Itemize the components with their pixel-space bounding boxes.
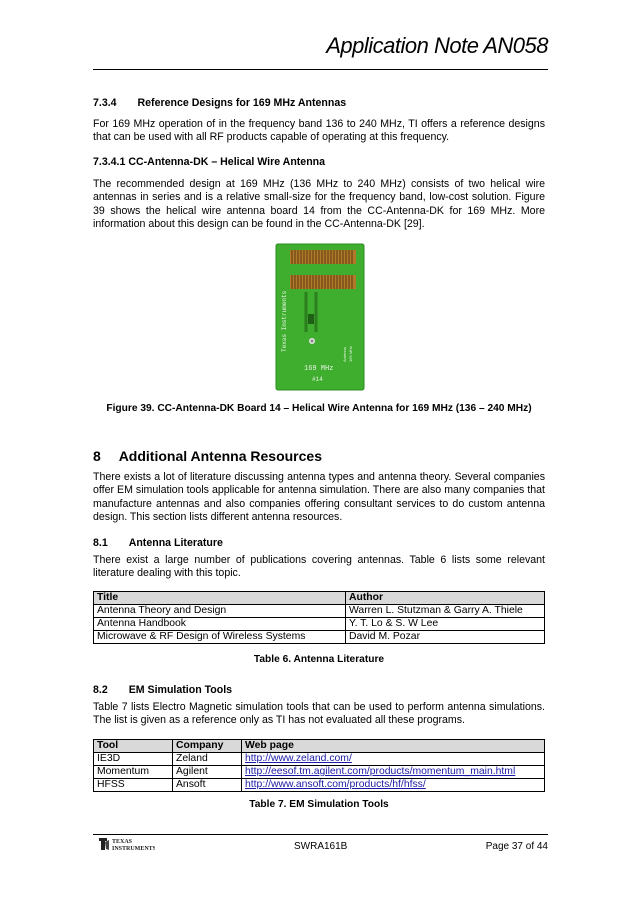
ti-logo-icon — [97, 836, 155, 852]
header-rule — [93, 69, 548, 70]
paragraph: The recommended design at 169 MHz (136 MHz to 240 MHz) consists of two helical wire antennas in series and is a relative small-size for the frequency band, low-cost solution. Figure 39 shows the helical wire antenna board 14 from the CC-Antenna-DK for 169 MHz. More information about this design can be found in the CC-Antenna-DK [29]. — [93, 178, 545, 231]
table-cell: Y. T. Lo & S. W Lee — [346, 618, 545, 631]
ti-logo — [97, 836, 155, 852]
table-cell — [242, 779, 545, 792]
svg-text:TEXAS: TEXAS — [112, 839, 133, 845]
table-cell: Ansoft — [173, 779, 242, 792]
table-row — [94, 605, 545, 618]
paragraph: There exists a lot of literature discussing antenna types and antenna theory. Several companies offer EM simulation tools applicable for antenna simulation. There are also many companies that manufacture antennas and also companies offering consultant services to do custom antenna design. This section lists different antenna resources. — [93, 471, 545, 524]
paragraph: Table 7 lists Electro Magnetic simulation tools that can be used to perform antenna simulations. The list is given as a reference only as TI has not evaluated all these programs. — [93, 701, 545, 727]
header-title: Application Note AN058 — [326, 33, 548, 58]
section-title: Reference Designs for 169 MHz Antennas — [137, 97, 347, 109]
svg-text:#14: #14 — [312, 376, 323, 383]
table-cell: Momentum — [94, 766, 173, 779]
table-cell: IE3D — [94, 753, 173, 766]
table-cell: Agilent — [173, 766, 242, 779]
table-row — [94, 618, 545, 631]
antenna-board-image — [272, 242, 368, 392]
table-header-cell: Author — [346, 592, 545, 605]
table-header-cell: Title — [94, 592, 346, 605]
section-title: EM Simulation Tools — [128, 684, 233, 696]
paragraph: For 169 MHz operation of in the frequency band 136 to 240 MHz, TI offers a reference designs that can be used with all RF products capable of operating at this frequency. — [93, 118, 545, 144]
section-number: 8.1 — [93, 537, 108, 549]
section-heading-8-1 — [93, 537, 223, 549]
zeland-link[interactable]: http://www.zeland.com/ — [245, 753, 352, 764]
table-header-row — [94, 592, 545, 605]
table-cell: Microwave & RF Design of Wireless Systems — [94, 631, 346, 644]
table-caption: Table 7. EM Simulation Tools — [249, 799, 389, 810]
simulation-tools-table — [93, 739, 545, 792]
section-title: Additional Antenna Resources — [118, 448, 322, 464]
paragraph: There exist a large number of publications covering antennas. Table 6 lists some relevant literature dealing with this topic. — [93, 554, 545, 580]
literature-table — [93, 591, 545, 644]
table-cell: Antenna Theory and Design — [94, 605, 346, 618]
table-cell: David M. Pozar — [346, 631, 545, 644]
section-heading-7-3-4 — [93, 97, 346, 109]
agilent-link[interactable]: http://eesof.tm.agilent.com/products/momentum_main.html — [245, 766, 516, 777]
table-cell — [242, 753, 545, 766]
table-header-row — [94, 740, 545, 753]
table-row — [94, 766, 545, 779]
section-heading-8-2 — [93, 684, 232, 696]
footer-rule — [93, 834, 548, 835]
svg-text:Antenna: Antenna — [342, 347, 347, 362]
table-header-cell: Web page — [242, 740, 545, 753]
table-cell: Antenna Handbook — [94, 618, 346, 631]
table-cell: Warren L. Stutzman & Garry A. Thiele — [346, 605, 545, 618]
table-cell: HFSS — [94, 779, 173, 792]
board-label: 169 MHz — [304, 365, 334, 373]
section-heading-8 — [93, 448, 322, 464]
table-row — [94, 779, 545, 792]
svg-text:INSTRUMENTS: INSTRUMENTS — [112, 846, 155, 852]
table-header-cell: Company — [173, 740, 242, 753]
section-heading-7-3-4-1: 7.3.4.1 CC-Antenna-DK – Helical Wire Antenna — [93, 156, 326, 168]
figure-caption: Figure 39. CC-Antenna-DK Board 14 – Helical Wire Antenna for 169 MHz (136 – 240 MHz) — [106, 403, 532, 414]
doc-id: SWRA161B — [294, 841, 348, 852]
section-title: Antenna Literature — [128, 537, 223, 549]
svg-text:169 MHz: 169 MHz — [348, 345, 353, 362]
table-cell: Zeland — [173, 753, 242, 766]
section-number: 7.3.4 — [93, 97, 117, 109]
ansoft-link[interactable]: http://www.ansoft.com/products/hf/hfss/ — [245, 779, 426, 790]
page-number: Page 37 of 44 — [485, 841, 548, 852]
table-header-cell: Tool — [94, 740, 173, 753]
section-number: 8 — [93, 448, 101, 464]
table-cell — [242, 766, 545, 779]
pcb-illustration — [272, 242, 368, 392]
table-row — [94, 631, 545, 644]
svg-text:Texas Instruments: Texas Instruments — [281, 290, 288, 352]
table-row — [94, 753, 545, 766]
section-number: 8.2 — [93, 684, 108, 696]
table-caption: Table 6. Antenna Literature — [253, 654, 385, 665]
